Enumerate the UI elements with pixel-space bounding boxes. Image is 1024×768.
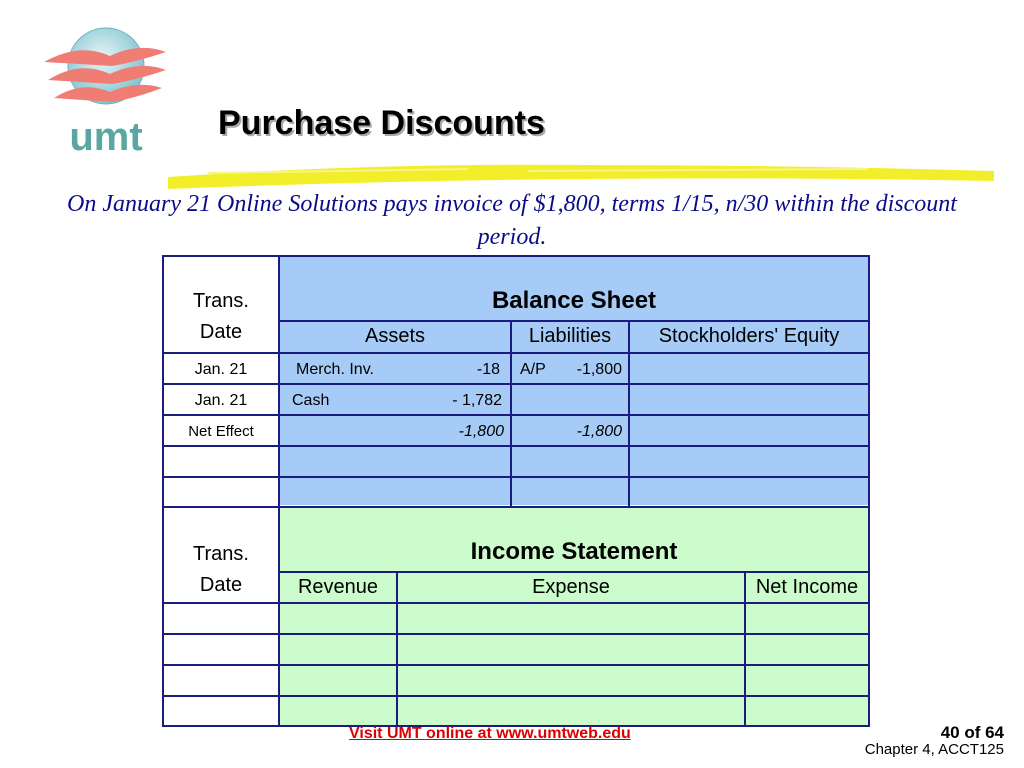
- grid-line: [278, 257, 280, 725]
- grid-line: [164, 664, 868, 666]
- assets-header: Assets: [364, 325, 426, 347]
- equity-header: Stockholders' Equity: [658, 325, 840, 347]
- asset-value: -18: [476, 361, 500, 378]
- bs-date-label: Date: [199, 321, 243, 343]
- asset-value: - 1,782: [452, 392, 502, 409]
- grid-line: [744, 572, 746, 725]
- section-divider: [164, 506, 868, 508]
- grid-line: [164, 414, 868, 416]
- grid-line: [396, 572, 398, 725]
- table-row-date: Net Effect: [188, 423, 254, 440]
- title-underline-decoration: [168, 155, 994, 191]
- income-statement-title: Income Statement: [470, 538, 678, 565]
- logo-wordmark: umt: [69, 115, 143, 158]
- asset-net-value: -1,800: [458, 423, 504, 440]
- table-row-date: Jan. 21: [194, 361, 248, 378]
- liability-account: A/P: [520, 361, 546, 378]
- bs-trans-label: Trans.: [193, 290, 249, 312]
- asset-account: Cash: [292, 392, 330, 409]
- balance-sheet-title: Balance Sheet: [491, 287, 657, 314]
- grid-line: [164, 602, 868, 604]
- asset-account: Merch. Inv.: [296, 361, 374, 378]
- page-number: 40 of 64: [940, 723, 1004, 742]
- grid-line: [164, 445, 868, 447]
- umt-logo: [40, 22, 172, 158]
- is-trans-label: Trans.: [193, 543, 249, 565]
- liabilities-header: Liabilities: [528, 325, 612, 347]
- website-link[interactable]: Visit UMT online at www.umtweb.edu: [349, 725, 631, 742]
- grid-line: [278, 320, 868, 322]
- slide-subtitle: On January 21 Online Solutions pays invoice of $1,800, terms 1/15, n/30 within the discount period.: [67, 191, 957, 250]
- grid-line: [164, 633, 868, 635]
- liability-value: -1,800: [576, 361, 622, 378]
- revenue-header: Revenue: [297, 576, 379, 598]
- net-income-header: Net Income: [755, 576, 859, 598]
- grid-line: [164, 352, 868, 354]
- liability-net-value: -1,800: [576, 423, 622, 440]
- grid-line: [278, 571, 868, 573]
- chapter-label: Chapter 4, ACCT125: [864, 741, 1004, 758]
- accounting-equation-table: [162, 255, 870, 727]
- grid-line: [164, 695, 868, 697]
- table-row-date: Jan. 21: [194, 392, 248, 409]
- grid-line: [164, 476, 868, 478]
- is-date-label: Date: [199, 574, 243, 596]
- slide-title: Purchase Discounts: [218, 104, 545, 142]
- expense-header: Expense: [532, 576, 610, 598]
- grid-line: [164, 383, 868, 385]
